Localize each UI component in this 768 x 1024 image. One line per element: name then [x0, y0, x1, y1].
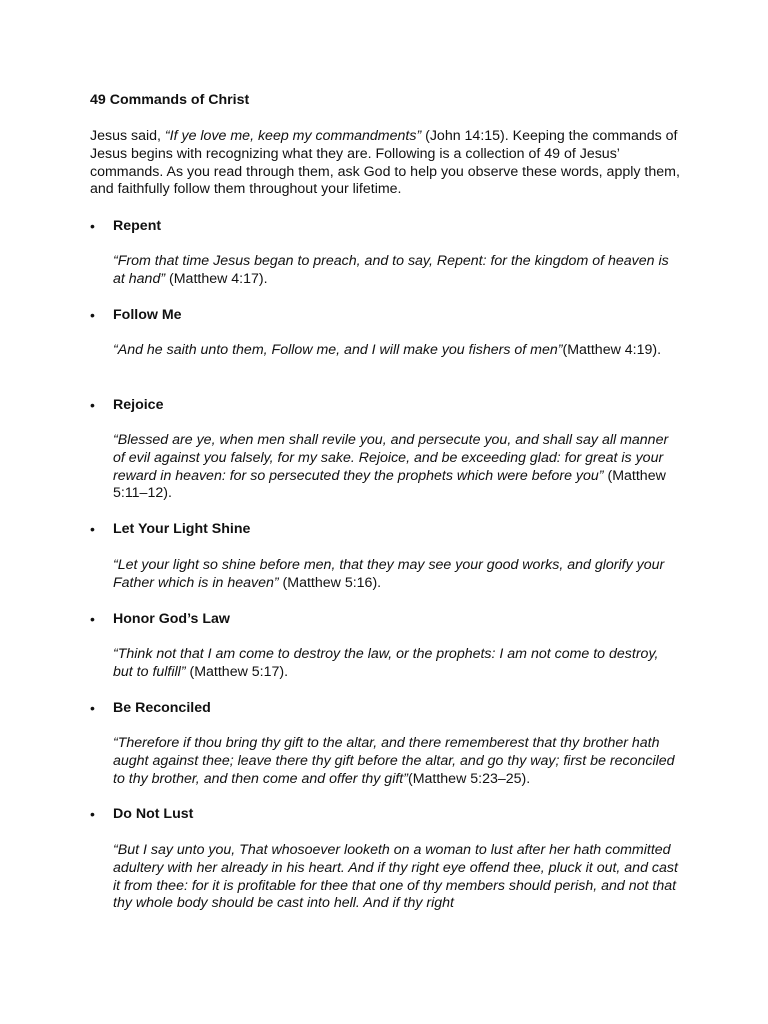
intro-lead: Jesus said,: [90, 128, 165, 144]
command-quote: [113, 646, 678, 682]
quote-reference: (Matthew 4:19).: [562, 342, 662, 358]
bullet-icon: •: [90, 806, 95, 822]
bullet-icon: •: [90, 218, 95, 234]
quote-text: “But I say unto you, That whosoever looketh on a woman to lust after her hath committed adultery with her already in his heart. And if thy right eye offend thee, pluck it out, and cast it from thee: for it is profitable for thee that one of thy members should perish, and not that thy whole body should be cast into hell. And if thy right: [113, 842, 678, 912]
command-quote: [113, 842, 678, 913]
command-quote: [113, 342, 678, 360]
quote-reference: (Matthew 4:17).: [165, 270, 268, 287]
quote-text: “From that time Jesus began to preach, and to say, Repent: for the kingdom of heaven is at hand”: [113, 253, 669, 287]
quote-reference: (Matthew 5:17).: [185, 663, 289, 680]
quote-text: “Think not that I am come to destroy the law, or the prophets: I am not come to destroy, but to fulfill”: [113, 646, 659, 680]
bullet-icon: •: [90, 521, 95, 537]
quote-text: “Blessed are ye, when men shall revile you, and persecute you, and shall say all manner of evil against you falsely, for my sake. Rejoice, and be exceeding glad: for great is your reward in heaven: for so persecuted they the prophets which were before you”: [113, 432, 669, 484]
command-quote: [113, 432, 678, 503]
command-heading: Be Reconciled: [113, 700, 211, 716]
command-heading: Follow Me: [113, 307, 182, 323]
bullet-icon: •: [90, 307, 95, 323]
command-heading: Honor God’s Law: [113, 611, 230, 627]
command-heading: Repent: [113, 218, 162, 234]
quote-text: “Therefore if thou bring thy gift to the altar, and there rememberest that thy brother hath aught against thee; leave there thy gift before the altar, and go thy way; first be reconciled to thy brother, and then come and offer thy gift”: [113, 735, 675, 787]
quote-reference: (Matthew 5:23–25).: [407, 770, 531, 787]
command-quote: [113, 253, 678, 289]
quote-text: “Let your light so shine before men, that they may see your good works, and glorify your Father which is in heaven”: [113, 557, 665, 591]
bullet-icon: •: [90, 611, 95, 627]
command-heading: Let Your Light Shine: [113, 521, 251, 537]
intro-quote: “If ye love me, keep my commandments”: [164, 128, 422, 144]
intro-rest: (John 14:15). Keeping the commands of Jesus begins with recognizing what they are. Following is a collection of 49 of Jesus’ commands. As you read through them, ask God to help you observe these words, apply them, and faithfully follow them throughout your lifetime.: [90, 128, 680, 198]
command-heading: Do Not Lust: [113, 806, 194, 822]
bullet-icon: •: [90, 700, 95, 716]
intro-paragraph: [90, 128, 690, 199]
page-title: 49 Commands of Christ: [90, 92, 250, 108]
quote-reference: (Matthew 5:16).: [278, 574, 382, 591]
quote-text: “And he saith unto them, Follow me, and I will make you fishers of men”: [113, 342, 563, 358]
quote-reference: (Matthew 5:11–12).: [113, 467, 666, 502]
command-quote: [113, 557, 678, 593]
bullet-icon: •: [90, 397, 95, 413]
command-quote: [113, 735, 678, 788]
command-heading: Rejoice: [113, 397, 164, 413]
